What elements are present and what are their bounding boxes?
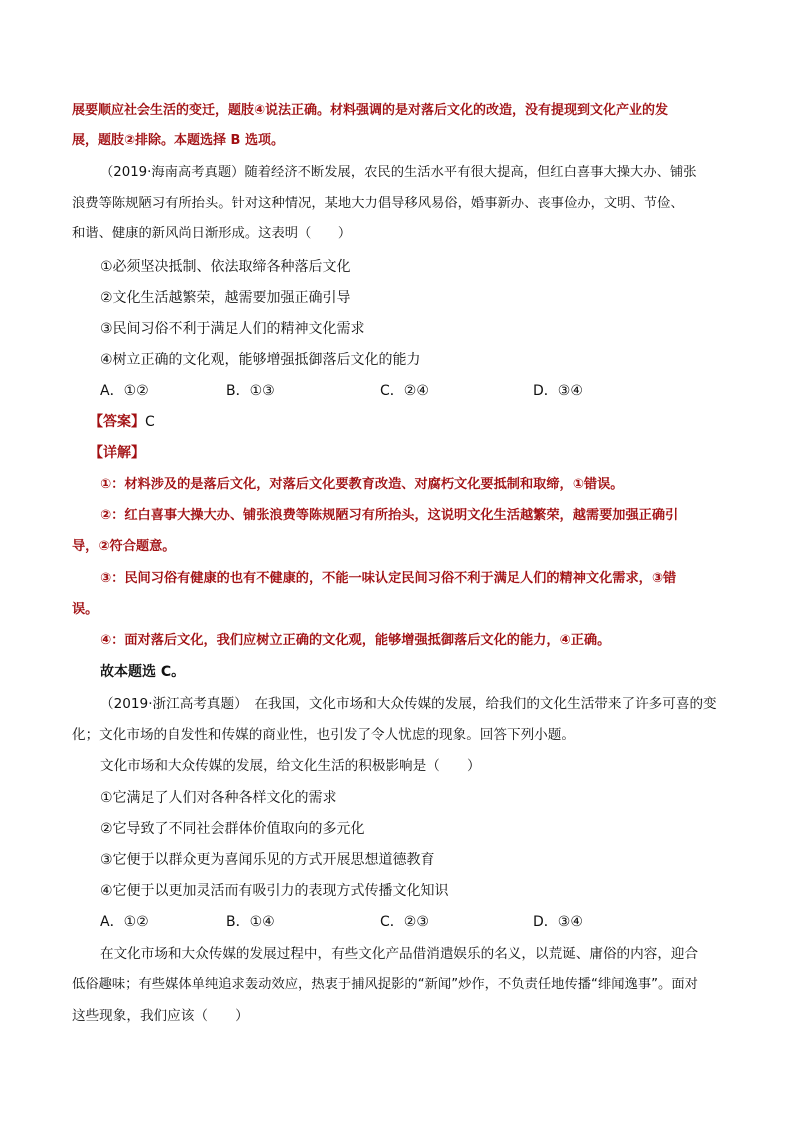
prev-explanation-line-1: 展要顺应社会生活的变迁，题肢④说法正确。材料强调的是对落后文化的改造，没有提现到文化产业的发 [72,103,669,118]
q2-next-line-3: 这些现象，我们应该（ ） [72,1008,249,1024]
q2-statement: ②它导致了不同社会群体价值取向的多元化 [100,821,365,837]
answer-bracket-open: 【 [89,414,103,430]
q1-option-d: D．③④ [533,383,583,399]
q1-detail-3a: ③：民间习俗有健康的也有不健康的，不能一味认定民间习俗不利于满足人们的精神文化需求，③错 [100,571,677,586]
q1-statement: ④树立正确的文化观，能够增强抵御落后文化的能力 [100,352,421,368]
q1-detail-3b: 误。 [72,602,99,617]
q1-detail-4: ④：面对落后文化，我们应树立正确的文化观，能够增强抵御落后文化的能力，④正确。 [100,633,611,648]
q2-option-d: D．③④ [533,914,583,930]
q1-statement: ③民间习俗不利于满足人们的精神文化需求 [100,321,365,337]
q2-option-c: C．②③ [380,914,429,930]
q2-next-line-2: 低俗趣味；有些媒体单纯追求轰动效应，热衷于捕风捉影的“新闻”炒作，不负责任地传播“绯闻逸事”。面对 [72,977,698,992]
q1-statement: ②文化生活越繁荣，越需要加强正确引导 [100,290,351,306]
q1-detail-2b: 导，②符合题意。 [72,539,176,554]
q1-stem-line-1: （2019·海南高考真题）随着经济不断发展，农民的生活水平有很大提高，但红白喜事大操大办、铺张 [100,165,697,180]
q1-stem-line-2: 浪费等陈规陋习有所抬头。针对这种情况，某地大力倡导移风易俗，婚事新办、丧事俭办，文明、节俭、 [72,196,684,211]
detail-tag: 详解 [103,445,131,461]
q2-intro-line-2: 化；文化市场的自发性和传媒的商业性，也引发了令人忧虑的现象。回答下列小题。 [72,727,575,743]
q2-statement: ④它便于以更加灵活而有吸引力的表现方式传播文化知识 [100,883,449,899]
q1-option-b: B．①③ [226,383,275,399]
answer-value: C [145,414,155,430]
q2-statement: ③它便于以群众更为喜闻乐见的方式开展思想道德教育 [100,852,435,868]
q1-detail-heading [89,443,145,463]
q1-option-c: C．②④ [380,383,429,399]
q2-option-a: A．①② [100,914,149,930]
q1-option-a: A．①② [100,383,149,399]
q1-detail-2a: ②：红白喜事大操大办、铺张浪费等陈规陋习有所抬头，这说明文化生活越繁荣，越需要加强正确引 [100,508,679,523]
q1-detail-1: ①：材料涉及的是落后文化，对落后文化要教育改造、对腐朽文化要抵制和取缔，①错误。 [100,477,624,492]
q2-intro-line-1: （2019·浙江高考真题） 在我国，文化市场和大众传媒的发展，给我们的文化生活带来了许多可喜的变 [100,696,717,712]
q2-statement: ①它满足了人们对各种各样文化的需求 [100,790,337,806]
answer-tag: 答案 [103,414,131,430]
prev-explanation-line-2: 展，题肢②排除。本题选择 B 选项。 [72,133,284,148]
q2-option-b: B．①④ [226,914,275,930]
q2-next-line-1: 在文化市场和大众传媒的发展过程中，有些文化产品借消遣娱乐的名义，以荒诞、庸俗的内容，迎合 [100,946,699,962]
answer-bracket-close: 】 [131,414,145,430]
q1-conclusion: 故本题选 C。 [100,664,186,680]
q1-statement: ①必须坚决抵制、依法取缔各种落后文化 [100,259,351,275]
q1-answer [89,412,155,432]
detail-bracket-close: 】 [131,445,145,461]
q1-stem-line-3: 和谐、健康的新风尚日渐形成。这表明（ ） [72,226,352,241]
q2-sub-stem: 文化市场和大众传媒的发展，给文化生活的积极影响是（ ） [100,758,481,774]
detail-bracket-open: 【 [89,445,103,461]
